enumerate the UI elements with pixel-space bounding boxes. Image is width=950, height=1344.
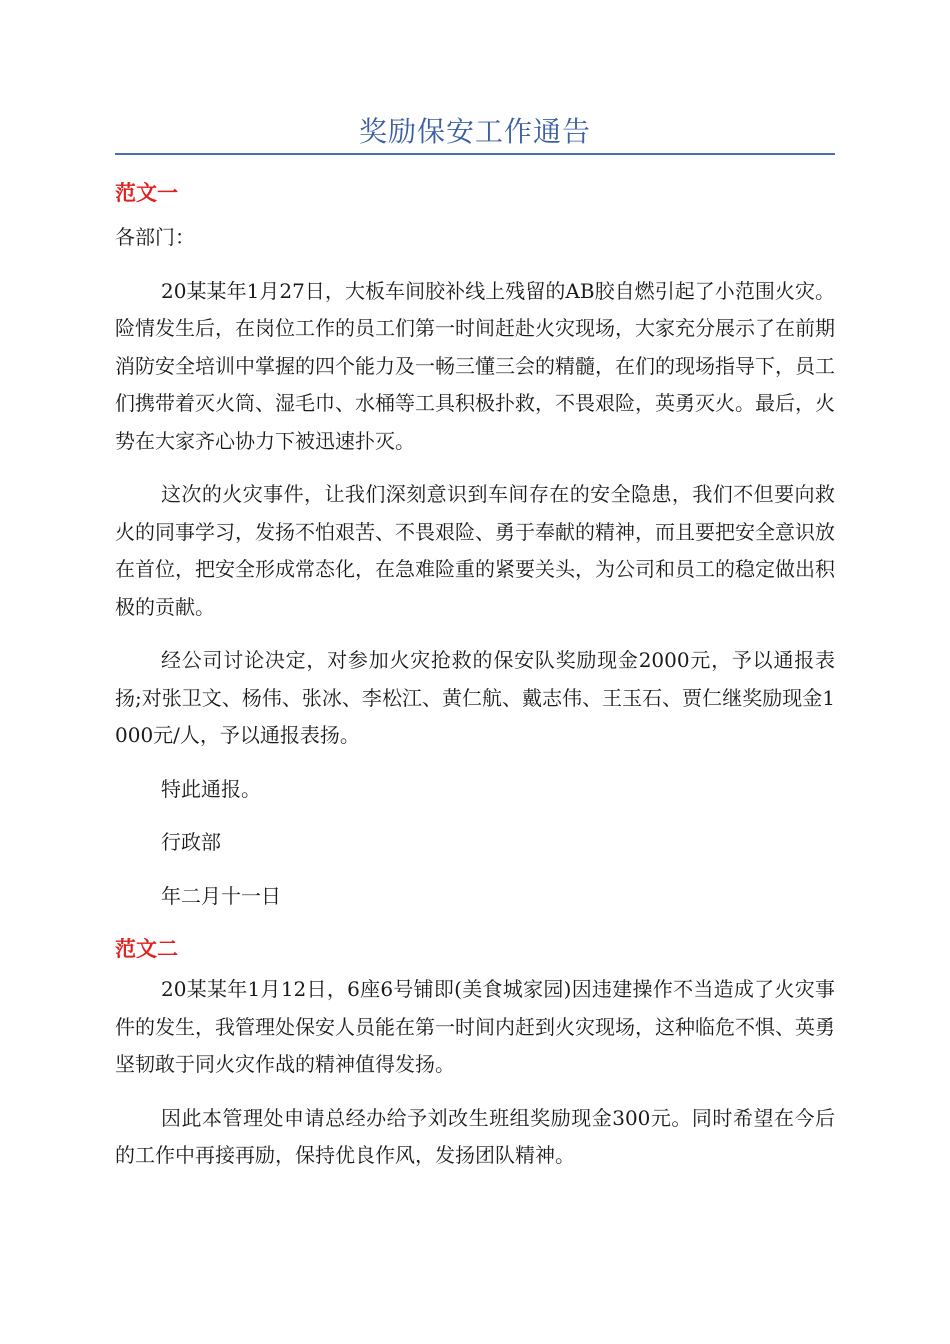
signer: 行政部 (161, 830, 221, 854)
paragraph: 20某某年1月27日，大板车间胶补线上残留的AB胶自燃引起了小范围火灾。险情发生后，在岗位工作的员工们第一时间赶赴火灾现场，大家充分展示了在前期消防安全培训中掌握的四个能力及一畅三懂三会的精髓，在们的现场指导下，员工们携带着灭火筒、湿毛巾、水桶等工具积极扑救，不畏艰险，英勇灭火。最后，火势在大家齐心协力下被迅速扑灭。 (115, 278, 835, 453)
date-line: 年二月十一日 (161, 883, 281, 908)
paragraph: 这次的火灾事件，让我们深刻意识到车间存在的安全隐患，我们不但要向救火的同事学习，发扬不怕艰苦、不畏艰险、勇于奉献的精神，而且要把安全意识放在首位，把安全形成常态化，在急难险重的紧要关头，为公司和员工的稳定做出积极的贡献。 (115, 482, 835, 619)
section-heading-2: 范文二 (115, 937, 178, 961)
paragraph: 经公司讨论决定，对参加火灾抢救的保安队奖励现金2000元，予以通报表扬;对张卫文、杨伟、张冰、李松江、黄仁航、戴志伟、王玉石、贾仁继奖励现金1000元/人，予以通报表扬。 (115, 648, 835, 747)
document-body (115, 175, 835, 1191)
section-heading-1: 范文一 (115, 181, 178, 205)
page-title: 奖励保安工作通告 (358, 115, 591, 148)
title-divider (115, 153, 835, 155)
salutation: 各部门： (115, 225, 195, 249)
closing-line: 特此通报。 (161, 776, 261, 801)
paragraph: 因此本管理处申请总经办给予刘改生班组奖励现金300元。同时希望在今后的工作中再接再励，保持优良作风，发扬团队精神。 (115, 1105, 835, 1167)
paragraph: 20某某年1月12日，6座6号铺即(美食城家园)因违建操作不当造成了火灾事件的发生，我管理处保安人员能在第一时间内赶到火灾现场，这种临危不惧、英勇坚韧敢于同火灾作战的精神值得发扬。 (115, 977, 835, 1076)
